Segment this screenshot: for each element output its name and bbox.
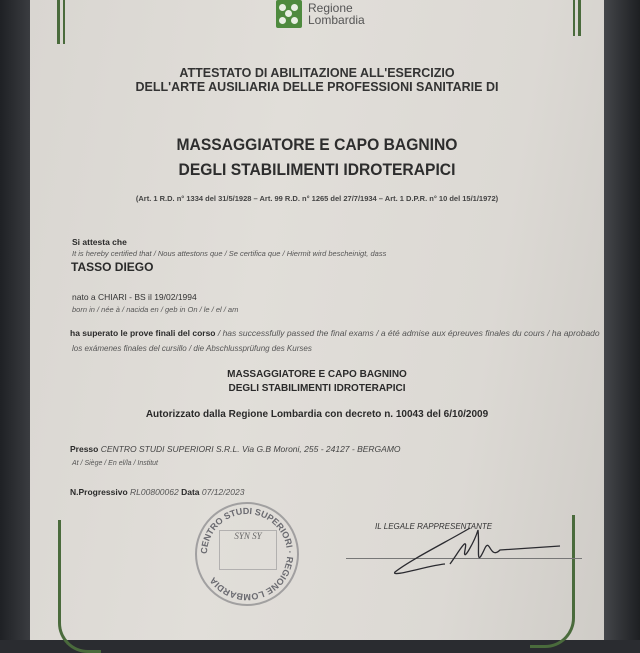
corner-ornament-top-left	[57, 0, 65, 44]
date-label: Data	[181, 487, 200, 497]
progressive-value: RL00800062	[130, 487, 179, 497]
svg-text:CENTRO STUDI SUPERIORI · REGIO: CENTRO STUDI SUPERIORI · REGIONE LOMBARDIA	[198, 505, 296, 603]
authorization-text: Autorizzato dalla Regione Lombardia con decreto n. 10043 del 6/10/2009	[145, 409, 489, 420]
regione-lombardia-logo	[276, 0, 365, 28]
corner-ornament-bottom-left	[58, 520, 101, 653]
logo-line2: Lombardia	[308, 13, 365, 27]
title-line1: MASSAGGIATORE E CAPO BAGNINO	[176, 135, 458, 154]
logo-line1: Regione	[308, 1, 353, 15]
frame-right-edge	[604, 0, 640, 640]
legal-references: (Art. 1 R.D. n° 1334 del 31/5/1928 – Art. 99 R.D. n° 1265 del 27/7/1934 – Art. 1 D.P.R. n° 10 del 15/1/1972)	[135, 194, 499, 203]
certify-label: Si attesta che	[72, 237, 127, 247]
passed-translation2: los exámenes finales del cursillo / die Abschlussprüfung des Kurses	[72, 344, 312, 353]
holder-name: TASSO DIEGO	[71, 260, 154, 274]
header-line2: DELL'ARTE AUSILIARIA DELLE PROFESSIONI SANITARIE DI	[135, 80, 499, 94]
stamp-center: SYN SY	[219, 530, 277, 570]
passed-line	[70, 328, 600, 338]
date-value: 07/12/2023	[201, 487, 245, 497]
progressive-label: N.Progressivo	[70, 487, 128, 497]
header-line1: ATTESTATO DI ABILITAZIONE ALL'ESERCIZIO	[179, 66, 455, 80]
passed-prefix: ha superato le prove finali del corso	[70, 328, 216, 338]
venue-label: Presso	[70, 444, 99, 454]
course-line2: DEGLI STABILIMENTI IDROTERAPICI	[228, 383, 406, 394]
passed-translation1: / has successfully passed the final exams / a été admise aux épreuves finales du cours / ha aprobado	[215, 328, 600, 338]
birth-info: nato a CHIARI - BS il 19/02/1994	[72, 292, 197, 302]
course-line1: MASSAGGIATORE E CAPO BAGNINO	[227, 369, 407, 380]
handwritten-signature	[390, 520, 570, 580]
venue-line	[70, 444, 401, 454]
official-stamp	[195, 502, 299, 606]
lombardia-rose-icon	[276, 0, 302, 28]
corner-ornament-top-right	[573, 0, 581, 36]
progressive-line	[70, 487, 244, 497]
certify-translation: It is hereby certified that / Nous attestons que / Se certifica que / Hiermit wird bescheinigt, dass	[72, 249, 387, 258]
venue-value: CENTRO STUDI SUPERIORI S.R.L. Via G.B Moroni, 255 - 24127 - BERGAMO	[100, 444, 401, 454]
certificate-paper	[30, 0, 604, 640]
birth-translation: born in / née à / nacida en / geb in On / le / el / am	[72, 305, 239, 314]
title-line2: DEGLI STABILIMENTI IDROTERAPICI	[178, 160, 456, 179]
signature-label: IL LEGALE RAPPRESENTANTE	[375, 522, 493, 531]
venue-translation: At / Siège / En el/la / Institut	[72, 460, 158, 467]
frame-left-edge	[0, 0, 30, 640]
